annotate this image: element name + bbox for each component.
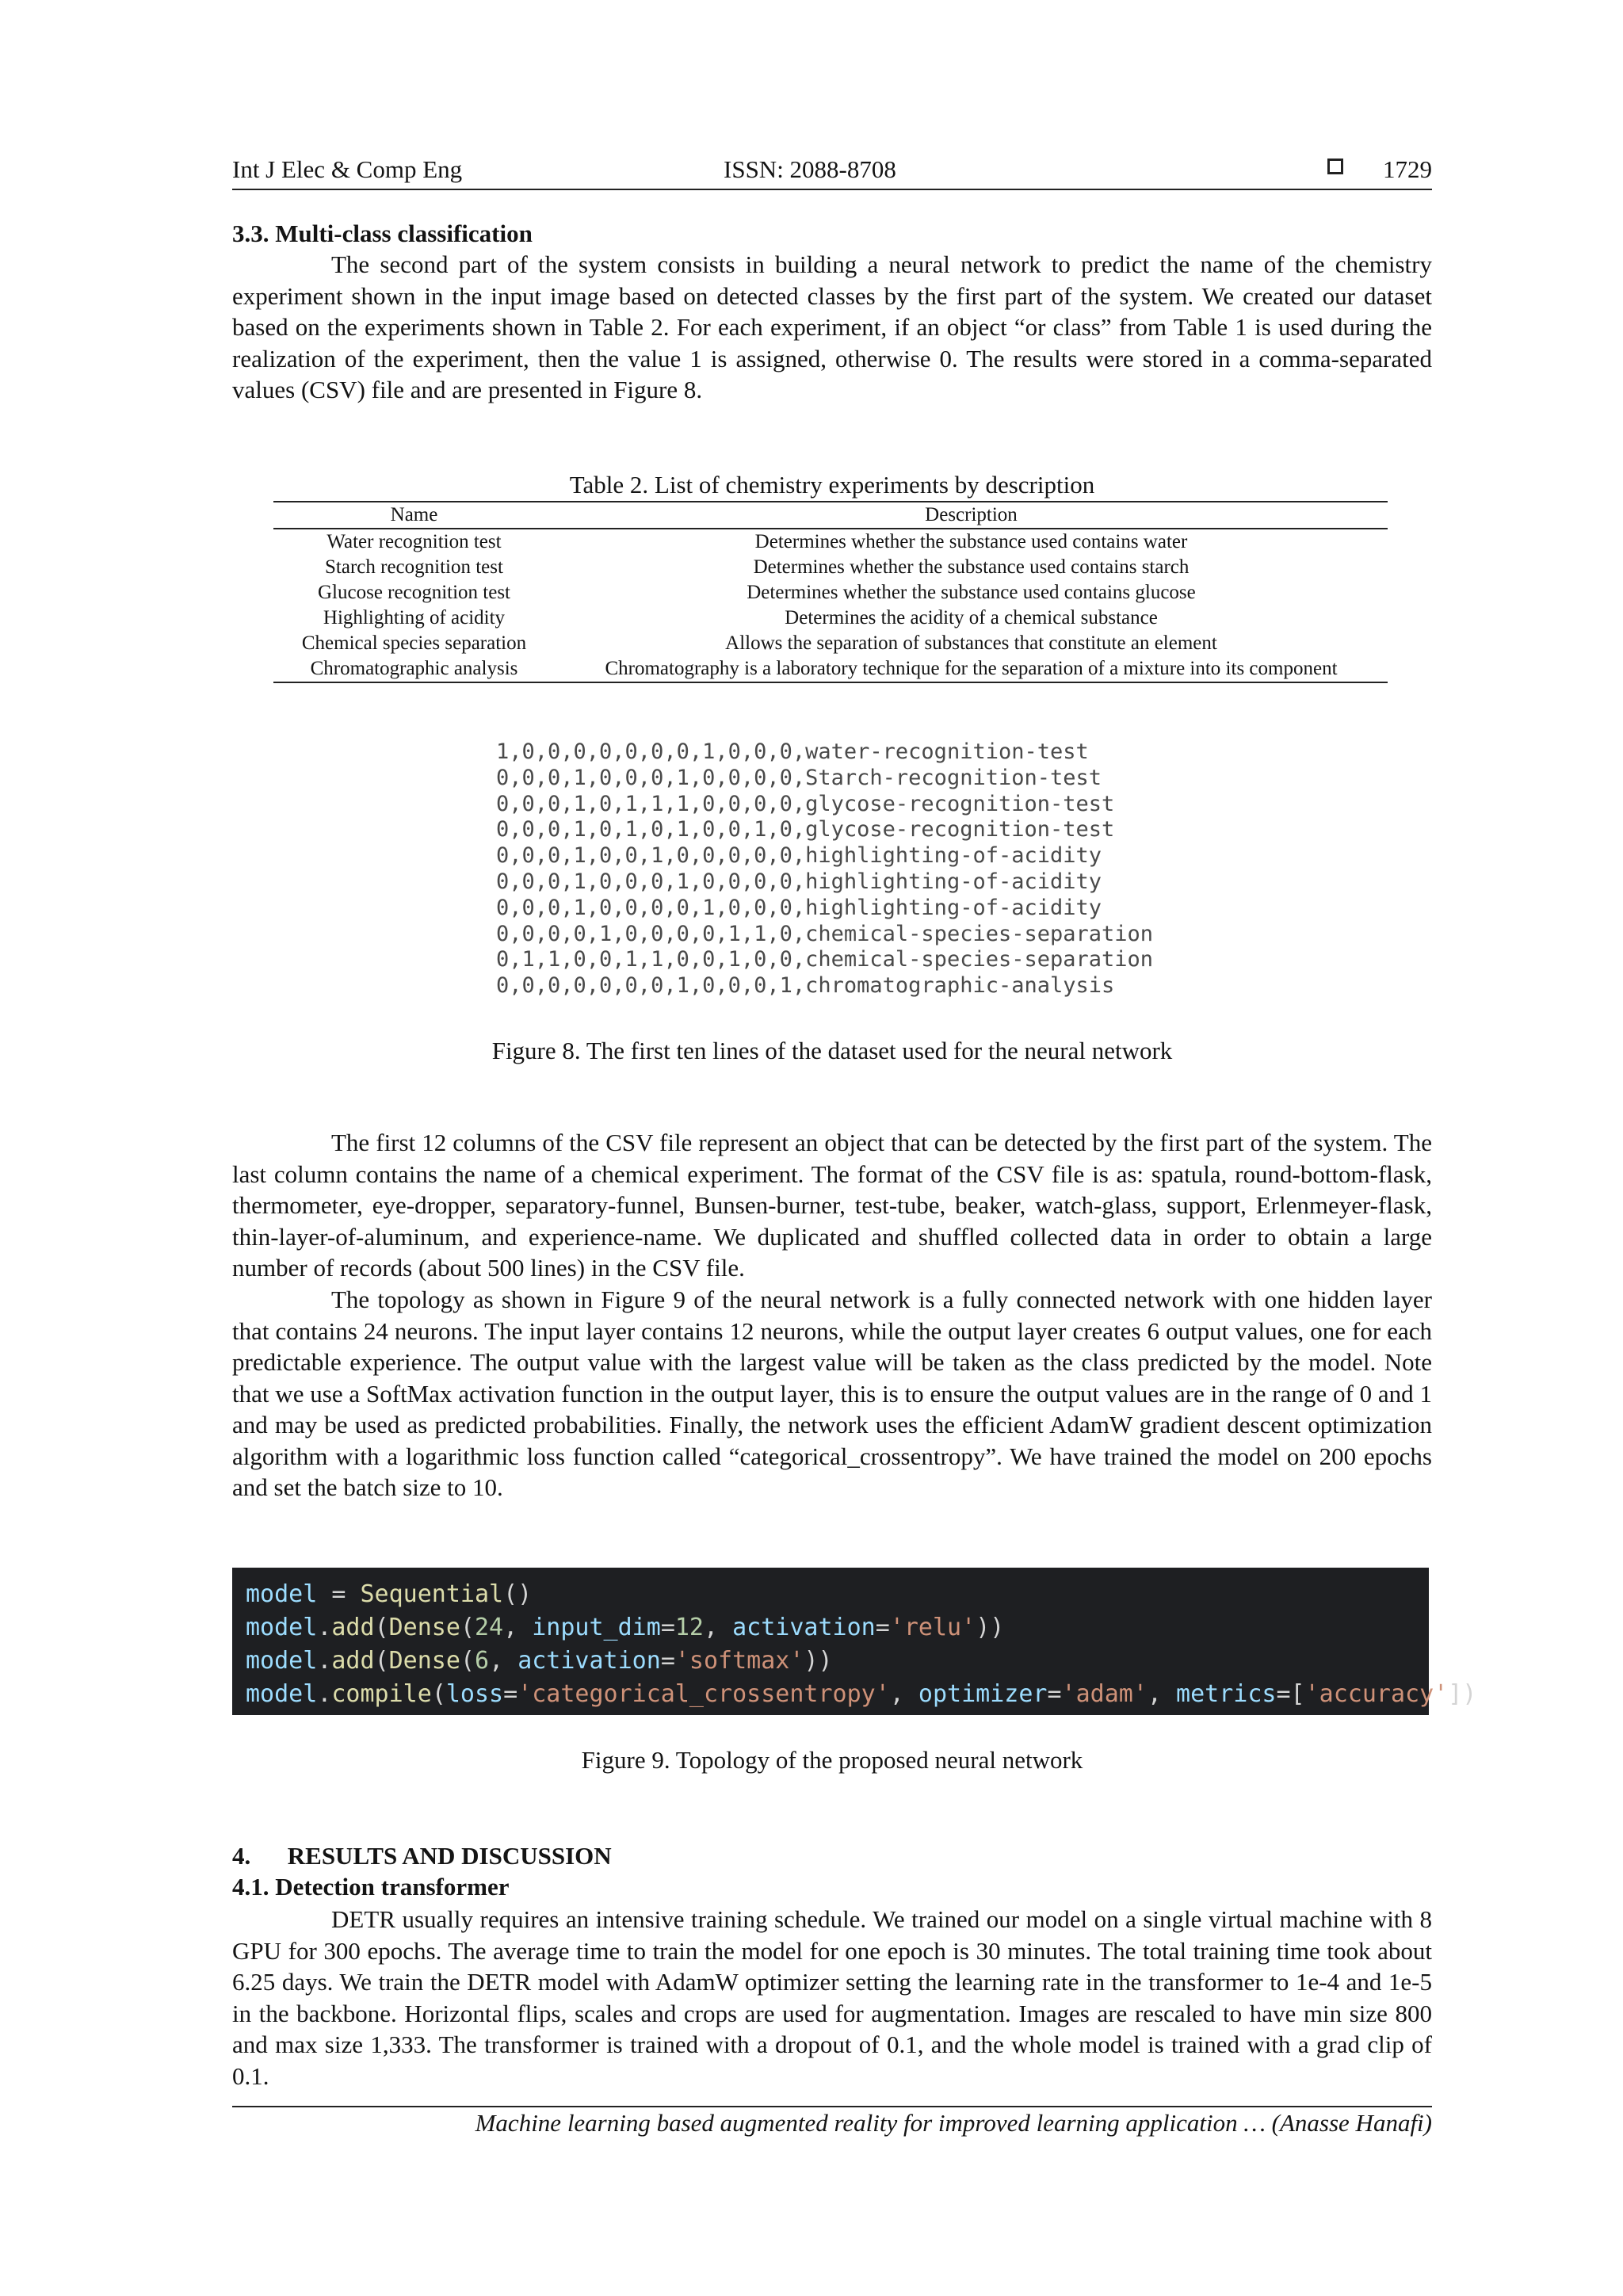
header-rule	[232, 189, 1432, 190]
cell-name: Water recognition test	[327, 531, 502, 552]
table-row	[273, 580, 1388, 606]
cell-name: Highlighting of acidity	[323, 607, 506, 628]
figure8-caption: Figure 8. The first ten lines of the dataset used for the neural network	[491, 1037, 1173, 1064]
table2	[273, 501, 1388, 683]
table-row	[273, 555, 1388, 580]
cell-name: Chemical species separation	[301, 632, 527, 654]
section-heading-4: 4. RESULTS AND DISCUSSION	[232, 1842, 612, 1870]
code-line: model.add(Dense(6, activation='softmax'))	[246, 1647, 833, 1675]
table2-caption: Table 2. List of chemistry experiments by description	[569, 471, 1095, 499]
cell-description: Determines whether the substance used contains glucose	[747, 582, 1196, 603]
figure9-code-block	[232, 1568, 1477, 1715]
square-icon	[1327, 159, 1343, 174]
csv-line: 0,0,0,1,0,1,0,1,0,0,1,0,glycose-recognition-test	[496, 817, 1115, 842]
csv-line: 0,1,1,0,0,1,1,0,0,1,0,0,chemical-species-separation	[496, 947, 1154, 972]
journal-name: Int J Elec & Comp Eng	[232, 155, 463, 183]
column-header-description: Description	[555, 502, 1388, 529]
cell-name: Chromatographic analysis	[273, 656, 555, 682]
paragraph-topology: The topology as shown in Figure 9 of the neural network is a fully connected network with one hidden layer that contains 24 neurons. The input layer contains 12 neurons, while the output layer creates 6 output values, one for each predictable experience. The output value with the largest value will be taken as the class predicted by the model. Note that we use a SoftMax activation function in the output layer, this is to ensure the output values are in the range of 0 and 1 and may be used as predicted probabilities. Finally, the network uses the efficient AdamW gradient descent optimization algorithm with a logarithmic loss function called “categorical_crossentropy”. We have trained the model on 200 epochs and set the batch size to 10.	[232, 1286, 1432, 1501]
issn: ISSN: 2088-8708	[724, 155, 896, 183]
csv-line: 0,0,0,1,0,1,1,1,0,0,0,0,glycose-recognition-test	[496, 791, 1115, 816]
table-header-row	[273, 502, 1388, 529]
table-row	[273, 529, 1388, 555]
csv-line: 0,0,0,0,1,0,0,0,0,1,1,0,chemical-species-separation	[496, 921, 1154, 946]
code-line: model.add(Dense(24, input_dim=12, activation='relu'))	[246, 1614, 1005, 1641]
table-row	[273, 656, 1388, 682]
cell-description: Determines the acidity of a chemical substance	[785, 607, 1158, 628]
paragraph-4-1: DETR usually requires an intensive training schedule. We trained our model on a single virtual machine with 8 GPU for 300 epochs. The average time to train the model for one epoch is 30 minutes. The total training time took about 6.25 days. We train the DETR model with AdamW optimizer setting the learning rate in the transformer to 1e-4 and 1e-5 in the backbone. Horizontal flips, scales and crops are used for augmentation. Images are rescaled to have min size 800 and max size 1,333. The transformer is trained with a dropout of 0.1, and the whole model is trained with a grad clip of 0.1.	[232, 1905, 1432, 2090]
section-heading-4-1: 4.1. Detection transformer	[232, 1873, 510, 1901]
cell-description: Chromatography is a laboratory technique for the separation of a mixture into its component	[555, 656, 1388, 682]
running-header	[232, 155, 1432, 190]
cell-description: Determines whether the substance used contains starch	[753, 556, 1190, 578]
page-number: 1729	[1383, 155, 1432, 183]
csv-line: 0,0,0,0,0,0,0,1,0,0,0,1,chromatographic-analysis	[496, 973, 1115, 999]
figure8-csv-listing	[496, 739, 1153, 999]
csv-line: 1,0,0,0,0,0,0,0,1,0,0,0,water-recognition-test	[496, 739, 1089, 764]
paragraph-3-3: The second part of the system consists in building a neural network to predict the name of the chemistry experiment shown in the input image based on detected classes by the first part of the system. We created our dataset based on the experiments shown in Table 2. For each experiment, if an object “or class” from Table 1 is used during the realization of the experiment, then the value 1 is assigned, otherwise 0. The results were stored in a comma-separated values (CSV) file and are presented in Figure 8.	[232, 250, 1432, 403]
cell-name: Glucose recognition test	[318, 582, 510, 603]
cell-description: Determines whether the substance used contains water	[754, 531, 1188, 552]
cell-name: Starch recognition test	[325, 556, 503, 578]
table-row	[273, 631, 1388, 656]
column-header-name: Name	[273, 502, 555, 529]
code-line: model.compile(loss='categorical_crossentropy', optimizer='adam', metrics=['accuracy'])	[246, 1680, 1477, 1708]
code-line: model = Sequential()	[246, 1580, 533, 1608]
table-row	[273, 606, 1388, 631]
running-footer: Machine learning based augmented reality for improved learning application … (Anasse Hanafi)	[475, 2109, 1432, 2137]
section-heading-3-3: 3.3. Multi-class classification	[232, 220, 533, 247]
paragraph-csv-format: The first 12 columns of the CSV file represent an object that can be detected by the first part of the system. The last column contains the name of a chemical experiment. The format of the CSV file is as: spatula, round-bottom-flask, thermometer, eye-dropper, separatory-funnel, Bunsen-burner, test-tube, beaker, watch-glass, support, Erlenmeyer-flask, thin-layer-of-aluminum, and experience-name. We duplicated and shuffled collected data in order to obtain a large number of records (about 500 lines) in the CSV file.	[232, 1129, 1432, 1282]
csv-line: 0,0,0,1,0,0,0,1,0,0,0,0,Starch-recognition-test	[496, 765, 1102, 790]
figure9-caption: Figure 9. Topology of the proposed neural network	[581, 1746, 1083, 1774]
footer-rule	[232, 2106, 1432, 2107]
csv-line: 0,0,0,1,0,0,0,0,1,0,0,0,highlighting-of-acidity	[496, 895, 1102, 920]
csv-line: 0,0,0,1,0,0,1,0,0,0,0,0,highlighting-of-acidity	[496, 843, 1102, 869]
cell-description: Allows the separation of substances that constitute an element	[725, 632, 1217, 654]
csv-line: 0,0,0,1,0,0,0,1,0,0,0,0,highlighting-of-acidity	[496, 869, 1102, 894]
